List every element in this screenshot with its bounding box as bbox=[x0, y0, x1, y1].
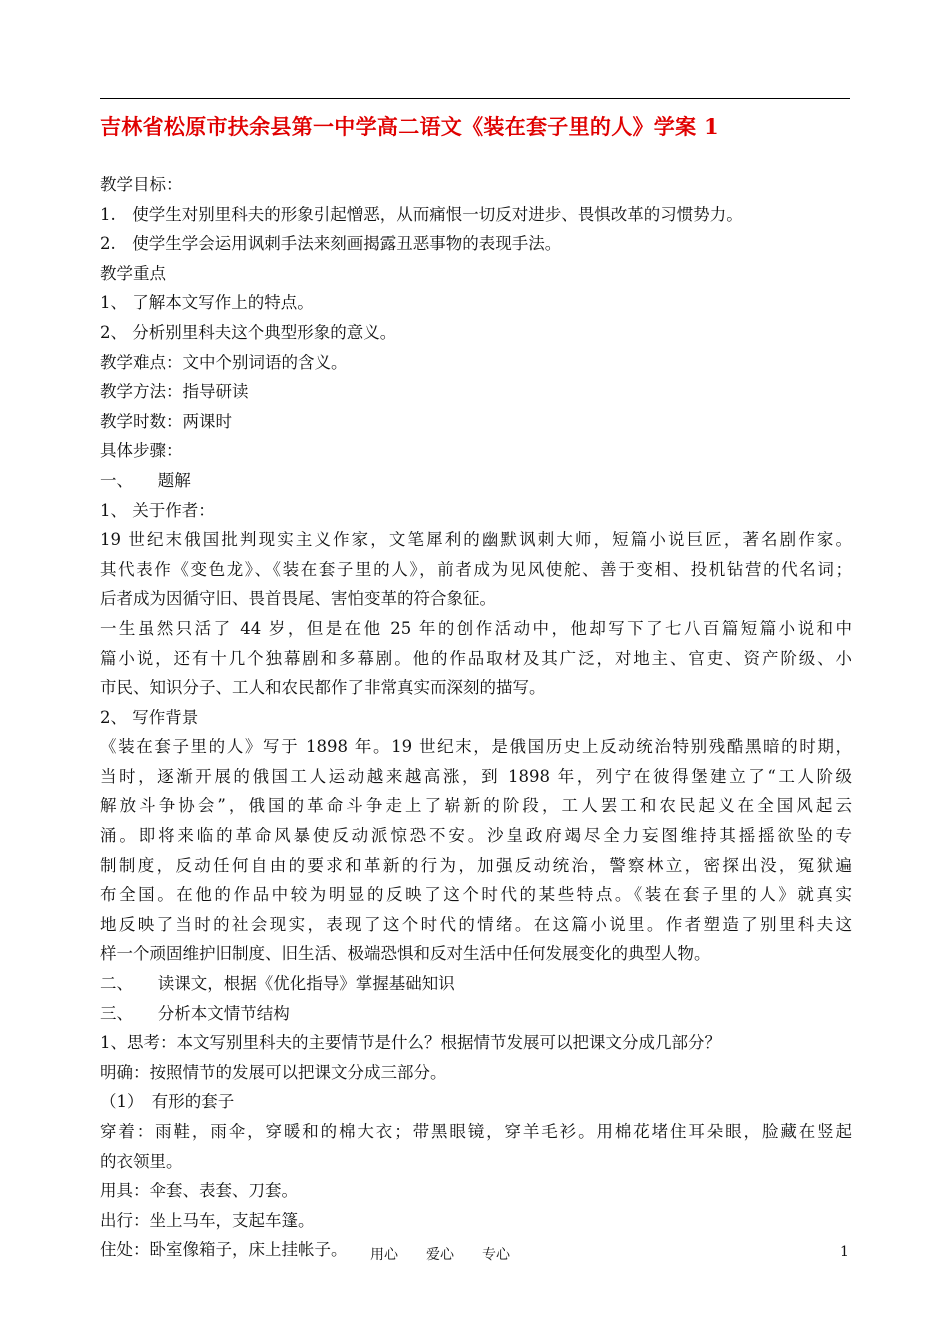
text-line: 涌。即将来临的革命风暴使反动派惊恐不安。沙皇政府竭尽全力妄图维持其摇摇欲坠的专 bbox=[100, 826, 852, 846]
text-line: 1、思考：本文写别里科夫的主要情节是什么？根据情节发展可以把课文分成几部分？ bbox=[100, 1033, 721, 1053]
text-line: 教学重点 bbox=[100, 263, 166, 283]
text-line: 其代表作《变色龙》、《装在套子里的人》，前者成为见风使舵、善于变相、投机钻营的代名词； bbox=[100, 559, 852, 579]
document-title: 吉林省松原市扶余县第一中学高二语文《装在套子里的人》学案 1 bbox=[100, 114, 719, 139]
header-rule bbox=[100, 98, 850, 99]
text-line: 市民、知识分子、工人和农民都作了非常真实而深刻的描写。 bbox=[100, 678, 546, 698]
text-line: 1、 关于作者： bbox=[100, 500, 215, 520]
document-body bbox=[100, 170, 852, 1265]
text-line: 制制度，反动任何自由的要求和革新的行为，加强反动统治，警察林立，密探出没，冤狱遍 bbox=[100, 855, 852, 875]
text-line: 一、 题解 bbox=[100, 470, 191, 490]
text-line: 教学时数：两课时 bbox=[100, 411, 232, 431]
text-line: 布全国。在他的作品中较为明显的反映了这个时代的某些特点。《装在套子里的人》就真实 bbox=[100, 885, 852, 905]
text-line: 1、 了解本文写作上的特点。 bbox=[100, 293, 314, 313]
text-line: 地反映了当时的社会现实，表现了这个时代的情绪。在这篇小说里。作者塑造了别里科夫这 bbox=[100, 914, 852, 934]
text-line: 样一个顽固维护旧制度、旧生活、极端恐惧和反对生活中任何发展变化的典型人物。 bbox=[100, 944, 711, 964]
text-line: 解放斗争协会”，俄国的革命斗争走上了崭新的阶段，工人罢工和农民起义在全国风起云 bbox=[100, 796, 852, 816]
text-line: 三、 分析本文情节结构 bbox=[100, 1003, 290, 1023]
text-line: 教学目标： bbox=[100, 175, 183, 194]
text-line: 出行：坐上马车，支起车篷。 bbox=[100, 1210, 315, 1230]
text-line: 具体步骤： bbox=[100, 441, 183, 461]
text-line: 2. 使学生学会运用讽刺手法来刻画揭露丑恶事物的表现手法。 bbox=[100, 234, 562, 254]
text-line: 教学方法：指导研读 bbox=[100, 382, 249, 402]
text-line: （1） 有形的套子 bbox=[100, 1092, 235, 1112]
text-line: 用具：伞套、表套、刀套。 bbox=[100, 1181, 298, 1201]
text-line: 2、 写作背景 bbox=[100, 707, 199, 727]
text-line: 后者成为因循守旧、畏首畏尾、害怕变革的符合象征。 bbox=[100, 589, 496, 609]
text-line: 穿着：雨鞋，雨伞，穿暖和的棉大衣；带黑眼镜，穿羊毛衫。用棉花堵住耳朵眼，脸藏在竖起 bbox=[100, 1122, 852, 1141]
text-line: 住处：卧室像箱子，床上挂帐子。 bbox=[100, 1240, 348, 1260]
footer-motto: 用心 爱心 专心 bbox=[370, 1247, 510, 1263]
text-line: 一生虽然只活了 44 岁，但是在他 25 年的创作活动中，他却写下了七八百篇短篇小说和中 bbox=[100, 618, 852, 638]
page-number: 1 bbox=[840, 1244, 849, 1260]
text-line: 2、 分析别里科夫这个典型形象的意义。 bbox=[100, 322, 397, 342]
text-line: 教学难点：文中个别词语的含义。 bbox=[100, 352, 348, 372]
text-line: 明确：按照情节的发展可以把课文分成三部分。 bbox=[100, 1062, 447, 1082]
text-line: 《装在套子里的人》写于 1898 年。19 世纪末，是俄国历史上反动统治特别残酷黑暗的时期， bbox=[100, 737, 852, 757]
page-footer bbox=[0, 1244, 950, 1268]
text-line: 19 世纪末俄国批判现实主义作家，文笔犀利的幽默讽刺大师，短篇小说巨匠，著名剧作家。 bbox=[100, 530, 852, 550]
text-line: 1. 使学生对别里科夫的形象引起憎恶，从而痛恨一切反对进步、畏惧改革的习惯势力。 bbox=[100, 204, 743, 224]
text-line: 的衣领里。 bbox=[100, 1151, 183, 1171]
text-line: 当时，逐渐开展的俄国工人运动越来越高涨，到 1898 年，列宁在彼得堡建立了“工人阶级 bbox=[100, 766, 852, 786]
text-line: 二、 读课文，根据《优化指导》掌握基础知识 bbox=[100, 974, 455, 994]
text-line: 篇小说，还有十几个独幕剧和多幕剧。他的作品取材及其广泛，对地主、官吏、资产阶级、小 bbox=[100, 648, 852, 668]
